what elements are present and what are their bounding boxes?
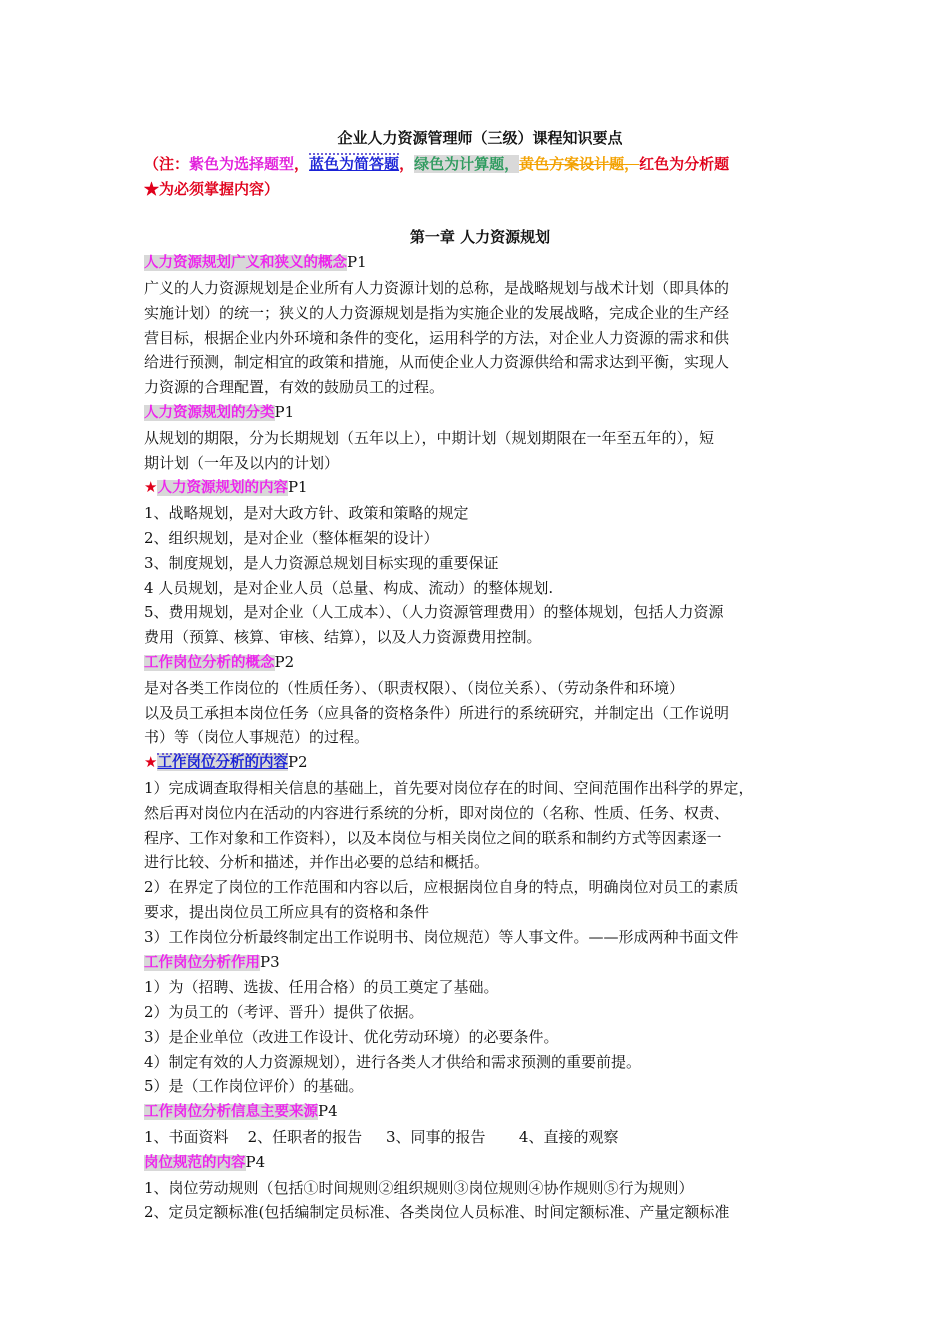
section-heading: [144, 650, 816, 676]
color-legend-note: [144, 152, 816, 202]
body-text-line: 进行比较、分析和描述，并作出必要的总结和概括。: [144, 853, 490, 872]
body-text-line: 3）是企业单位（改进工作设计、优化劳动环境）的必要条件。: [144, 1027, 559, 1046]
section-heading: [144, 400, 816, 426]
page-reference: P2: [287, 753, 308, 772]
body-text-line: 4 人员规划，是对企业人员（总量、构成、流动）的整体规划.: [144, 578, 554, 597]
body-text-line: 费用（预算、核算、审核、结算），以及人力资源费用控制。: [144, 628, 542, 647]
section-heading-text: 工作岗位分析的内容: [157, 755, 288, 772]
body-text-line: 期计划（一年及以内的计划）: [144, 453, 340, 472]
legend-purple: 紫色为选择题型: [189, 154, 295, 173]
body-text-line: 是对各类工作岗位的（性质任务）、（职责权限）、（岗位关系）、（劳动条件和环境）: [144, 678, 685, 697]
body-text-line: 实施计划）的统一；狭义的人力资源规划是指为实施企业的发展战略，完成企业的生产经: [144, 303, 730, 322]
legend-green: 绿色为计算题，: [414, 154, 520, 173]
section-heading-text: 人力资源规划广义和狭义的概念: [144, 255, 347, 272]
must-know-star-icon: ★: [144, 753, 158, 772]
page-reference: P1: [274, 402, 295, 421]
body-text-line: 1、战略规划，是对大政方针、政策和策略的规定: [144, 504, 469, 523]
sections-container: [144, 250, 816, 1225]
section-heading: [144, 475, 816, 501]
section-heading-text: 工作岗位分析信息主要来源: [144, 1104, 318, 1121]
chapter-title: 第一章 人力资源规划: [409, 228, 551, 247]
body-text-line: 从规划的期限，分为长期规划（五年以上），中期计划（规划期限在一年至五年的），短: [144, 428, 715, 447]
body-text-line: 3）工作岗位分析最终制定出工作说明书、岗位规范）等人事文件。——形成两种书面文件: [144, 927, 739, 946]
page-reference: P3: [260, 952, 280, 971]
body-text-line: 1、书面资料 2、任职者的报告 3、同事的报告 4、直接的观察: [144, 1128, 619, 1147]
section-heading: [144, 1099, 816, 1125]
section-heading: [144, 750, 816, 776]
body-text-line: 广义的人力资源规划是企业所有人力资源计划的总称，是战略规划与战术计划（即具体的: [144, 278, 730, 297]
body-text-line: 1、岗位劳动规则（包括①时间规则②组织规则③岗位规则④协作规则⑤行为规则）: [144, 1178, 694, 1197]
section-heading: [144, 1150, 816, 1176]
body-text-line: 书）等（岗位人事规范）的过程。: [144, 728, 370, 747]
section-heading: [144, 950, 816, 976]
legend-red: 红色为分析题: [639, 154, 730, 173]
body-text-line: 2）在界定了岗位的工作范围和内容以后，应根据岗位自身的特点，明确岗位对员工的素质: [144, 878, 739, 897]
body-text-line: 要求，提出岗位员工所应具有的资格和条件: [144, 902, 430, 921]
body-text-line: 营目标，根据企业内外环境和条件的变化，运用科学的方法，对企业人力资源的需求和供: [144, 328, 730, 347]
body-text-line: 然后再对岗位内在活动的内容进行系统的分析，即对岗位的（名称、性质、任务、权责、: [144, 803, 730, 822]
page-reference: P4: [245, 1152, 266, 1171]
body-text-line: 5）是（工作岗位评价）的基础。: [144, 1077, 364, 1096]
body-text-line: 4）制定有效的人力资源规划），进行各类人才供给和需求预测的重要前提。: [144, 1052, 642, 1071]
body-text-line: 2、组织规划，是对企业（整体框架的设计）: [144, 528, 439, 547]
legend-orange: 黄色方案设计题，: [519, 154, 640, 173]
section-heading: [144, 250, 816, 276]
legend-comma-2: ，: [399, 154, 415, 173]
body-text-line: 1）完成调查取得相关信息的基础上，首先要对岗位存在的时间、空间范围作出科学的界定，: [144, 778, 754, 797]
section-heading-text: 岗位规范的内容: [144, 1154, 246, 1171]
body-text-line: 2）为员工的（考评、晋升）提供了依据。: [144, 1003, 424, 1022]
body-text-line: 力资源的合理配置，有效的鼓励员工的过程。: [144, 378, 445, 397]
section-heading-text: 人力资源规划的内容: [157, 480, 288, 497]
section-heading-text: 人力资源规划的分类: [144, 404, 275, 421]
page-reference: P4: [318, 1102, 338, 1121]
document-body: [144, 126, 816, 1225]
legend-blue: 蓝色为简答题: [309, 154, 400, 173]
legend-open: （注：: [144, 154, 190, 173]
body-text-line: 5、费用规划，是对企业（人工成本）、（人力资源管理费用）的整体规划，包括人力资源: [144, 603, 724, 622]
document-title: 企业人力资源管理师（三级）课程知识要点: [337, 129, 623, 147]
body-text-line: 以及员工承担本岗位任务（应具备的资格条件）所进行的系统研究，并制定出（工作说明: [144, 703, 730, 722]
page-reference: P1: [287, 478, 308, 497]
page-reference: P2: [274, 652, 295, 671]
body-text-line: 程序、工作对象和工作资料），以及本岗位与相关岗位之间的联系和制约方式等因素逐一: [144, 828, 722, 847]
body-text-line: 1）为（招聘、选拔、任用合格）的员工奠定了基础。: [144, 978, 499, 997]
must-know-star-icon: ★: [144, 478, 158, 497]
legend-line-2: ★为必须掌握内容）: [144, 179, 280, 198]
page-reference: P1: [347, 253, 367, 272]
body-text-line: 3、制度规划，是人力资源总规划目标实现的重要保证: [144, 553, 499, 572]
legend-comma-1: ，: [294, 154, 310, 173]
body-text-line: 2、定员定额标准(包括编制定员标准、各类岗位人员标准、时间定额标准、产量定额标准: [144, 1203, 730, 1222]
body-text-line: 给进行预测，制定相宜的政策和措施，从而使企业人力资源供给和需求达到平衡，实现人: [144, 353, 730, 372]
section-heading-text: 工作岗位分析作用: [144, 954, 260, 971]
section-heading-text: 工作岗位分析的概念: [144, 654, 275, 671]
